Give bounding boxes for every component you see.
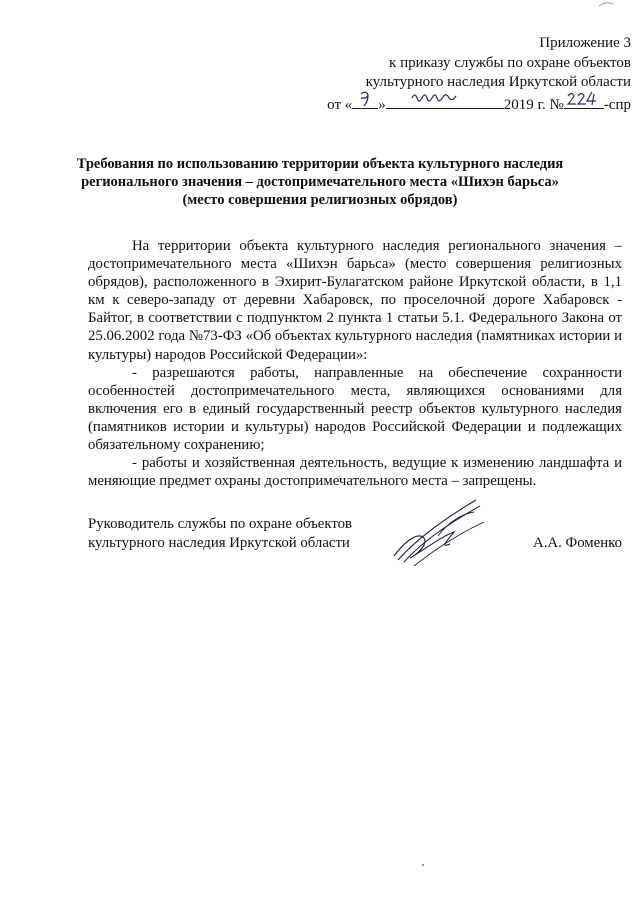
document-body: [88, 237, 622, 490]
handwritten-number: [564, 88, 604, 108]
scan-artifact: [422, 864, 424, 866]
body-lead-paragraph: На территории объекта культурного наследия регионального значения – достопримечательного места «Шихэн барьса» (место совершения религиозных обрядов), расположенного в Эхирит-Булагатском районе Иркутской области, в 1,1 км к северо-западу от деревни Хабаровск, по проселочной дороге Хабаровск - Байтог, в соответствии с подпунктом 2 пункта 1 статьи 5.1. Федерального Закона от 25.06.2002 года №73-ФЗ «Об объектах культурного наследия (памятниках истории и культуры) народов Российской Федерации»:: [88, 238, 622, 363]
title-line-2: регионального значения – достопримечательного места «Шихэн барьса»: [81, 174, 559, 190]
title-line-3: (место совершения религиозных обрядов): [182, 192, 458, 208]
prohibited-works-item: - работы и хозяйственная деятельность, ведущие к изменению ландшафта и меняющие предмет охраны достопримечательного места – запрещены.: [88, 455, 622, 490]
title-line-1: Требования по использованию территории объекта культурного наследия: [76, 156, 564, 172]
month-field: [386, 93, 504, 109]
appendix-agency: культурного наследия Иркутской области: [365, 74, 631, 90]
scan-corner-mark: [598, 0, 614, 8]
number-suffix: -спр: [603, 96, 631, 113]
document-title: [60, 155, 580, 209]
date-prefix: от «: [327, 96, 353, 113]
date-mid: »: [378, 96, 386, 113]
day-field: [352, 93, 378, 109]
appendix-number: Приложение 3: [539, 35, 631, 51]
handwritten-day: [352, 88, 378, 108]
order-date-line: [327, 93, 631, 116]
handwritten-signature: [384, 492, 494, 572]
allowed-works-item: - разрешаются работы, направленные на обеспечение сохранности особенностей достопримечательного места, являющихся основаниями для включения его в единый государственный реестр объектов культурного наследия (памятников истории и культуры) народов Российской Федерации и подлежащих обязательному сохранению;: [88, 364, 622, 454]
year-text: 2019 г. №: [503, 96, 564, 113]
handwritten-month: [386, 88, 504, 108]
position-line-1: Руководитель службы по охране объектов: [88, 516, 353, 532]
appendix-header: [327, 34, 631, 115]
number-field: [564, 93, 604, 109]
position-line-2: культурного наследия Иркутской области: [88, 534, 350, 551]
appendix-order-ref: к приказу службы по охране объектов: [389, 54, 631, 71]
signer-name: А.А. Фоменко: [533, 535, 622, 551]
signatory-position: [88, 515, 352, 552]
